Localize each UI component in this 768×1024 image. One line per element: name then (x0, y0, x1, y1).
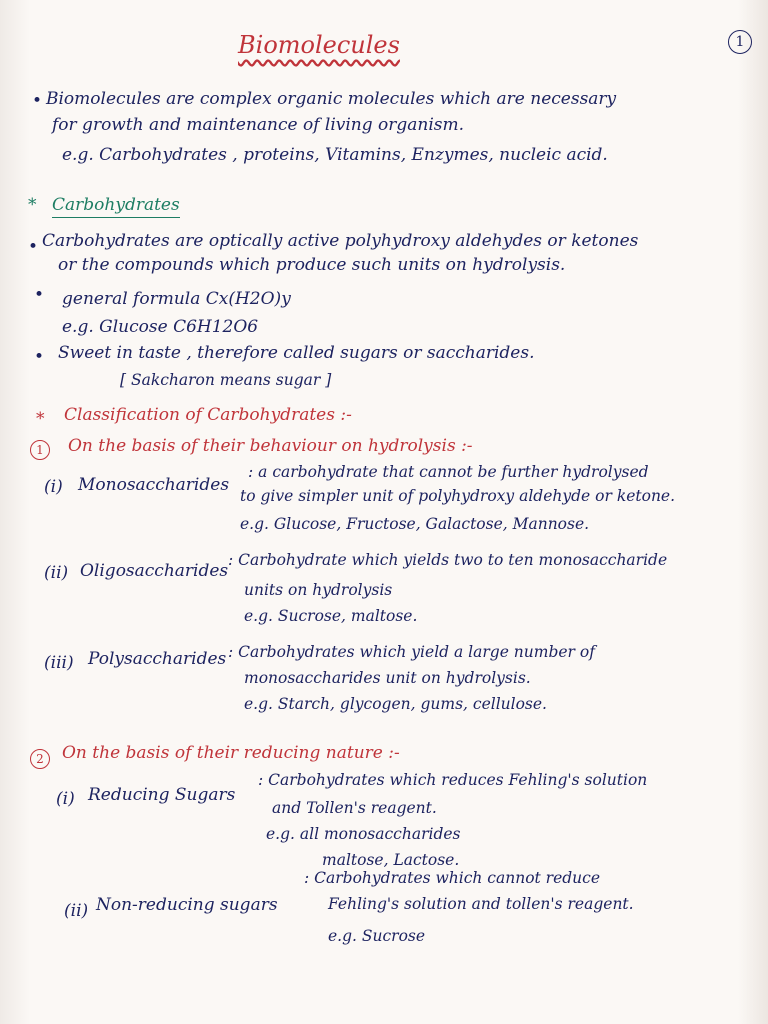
page-number-badge (728, 30, 752, 54)
mono-line-1: : a carbohydrate that cannot be further hydrolysed (248, 463, 649, 481)
basis-2-number-badge (30, 749, 50, 769)
non-reducing-line-1: : Carbohydrates which cannot reduce (304, 869, 601, 887)
page-number: 1 (735, 34, 745, 50)
poly-line-2: monosaccharides unit on hydrolysis. (244, 669, 531, 687)
mono-example: e.g. Glucose, Fructose, Galactose, Mannose. (240, 515, 590, 533)
oligo-line-2: units on hydrolysis (244, 581, 393, 599)
reducing-term: Reducing Sugars (88, 785, 236, 805)
non-reducing-term: Non-reducing sugars (96, 895, 278, 915)
intro-bullet: • (32, 91, 43, 111)
classification-heading: Classification of Carbohydrates :- (64, 405, 352, 425)
poly-term: Polysaccharides (88, 649, 227, 669)
oligo-roman: (ii) (44, 563, 69, 583)
carb-bullet-3: • (34, 347, 45, 367)
poly-line-1: : Carbohydrates which yield a large number of (228, 643, 595, 661)
general-formula: general formula Cx(H2O)y (62, 289, 291, 309)
carbohydrates-star: * (28, 195, 37, 215)
oligo-example: e.g. Sucrose, maltose. (244, 607, 418, 625)
poly-roman: (iii) (44, 653, 74, 673)
page-title: Biomolecules (238, 31, 400, 59)
mono-line-2: to give simpler unit of polyhydroxy aldehyde or ketone. (240, 487, 676, 505)
basis-1-label: On the basis of their behaviour on hydrolysis :- (68, 436, 473, 456)
oligo-term: Oligosaccharides (80, 561, 229, 581)
sweet-taste-line: Sweet in taste , therefore called sugars or saccharides. (58, 343, 535, 363)
mono-roman: (i) (44, 477, 63, 497)
classification-star: * (36, 409, 45, 429)
poly-example: e.g. Starch, glycogen, gums, cellulose. (244, 695, 547, 713)
glucose-formula-example: e.g. Glucose C6H12O6 (62, 317, 259, 337)
non-reducing-roman: (ii) (64, 901, 89, 921)
basis-2-number: 2 (36, 752, 44, 766)
sakcharon-note: [ Sakcharon means sugar ] (120, 371, 332, 389)
reducing-roman: (i) (56, 789, 75, 809)
reducing-example-1: e.g. all monosaccharides (266, 825, 461, 843)
reducing-line-1: : Carbohydrates which reduces Fehling's solution (258, 771, 648, 789)
carb-bullet-1: • (28, 237, 39, 257)
carb-bullet-2: • (34, 285, 45, 305)
non-reducing-line-2: Fehling's solution and tollen's reagent. (328, 895, 634, 913)
reducing-line-2: and Tollen's reagent. (272, 799, 437, 817)
non-reducing-example: e.g. Sucrose (328, 927, 426, 945)
reducing-example-2: maltose, Lactose. (322, 851, 460, 869)
oligo-line-1: : Carbohydrate which yields two to ten monosaccharide (228, 551, 668, 569)
carb-definition-line-2: or the compounds which produce such units on hydrolysis. (58, 255, 566, 275)
basis-1-number-badge (30, 440, 50, 460)
basis-2-label: On the basis of their reducing nature :- (62, 743, 400, 763)
intro-examples: e.g. Carbohydrates , proteins, Vitamins, Enzymes, nucleic acid. (62, 145, 608, 165)
basis-1-number: 1 (36, 443, 44, 457)
intro-line-2: for growth and maintenance of living organism. (52, 115, 465, 135)
carbohydrates-heading: Carbohydrates (52, 196, 180, 218)
intro-line-1: Biomolecules are complex organic molecules which are necessary (46, 89, 617, 109)
carb-definition-line-1: Carbohydrates are optically active polyhydroxy aldehydes or ketones (42, 231, 639, 251)
mono-term: Monosaccharides (78, 475, 230, 495)
